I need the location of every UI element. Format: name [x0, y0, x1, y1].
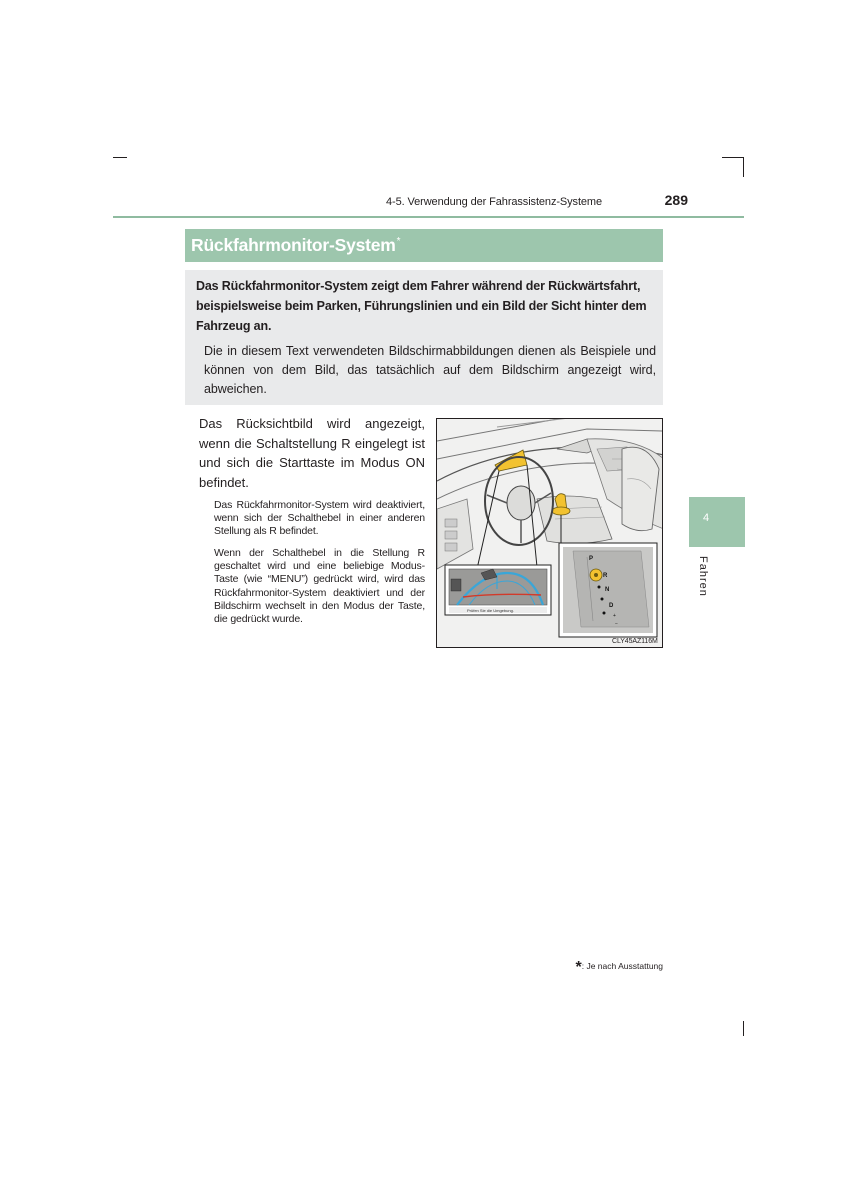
section-title-mark: *: [396, 236, 401, 247]
crop-mark-top-left: [113, 157, 127, 158]
svg-text:−: −: [615, 621, 618, 627]
svg-text:+: +: [613, 613, 616, 619]
cockpit-drawing: [437, 419, 663, 648]
chapter-label: Fahren: [697, 556, 709, 597]
shifter-label-n: N: [605, 587, 610, 593]
section-title-text: Rückfahrmonitor-System: [191, 235, 396, 255]
body-paragraph: Das Rücksichtbild wird angezeigt, wenn die Schaltstellung R eingelegt ist und sich die Starttaste im Modus ON befindet.: [199, 416, 425, 490]
figure-caption: CLY45AZ116M: [612, 638, 658, 645]
page-number: 289: [664, 192, 688, 208]
shifter-label-d: D: [609, 603, 614, 609]
running-header-title: 4-5. Verwendung der Fahrassistenz-Systeme: [385, 196, 602, 208]
section-title: [191, 235, 400, 256]
footnote-mark: *: [575, 959, 582, 976]
rear-view-monitor-illustration: [436, 418, 663, 648]
shifter-label-r: R: [603, 573, 608, 579]
crop-mark-top-right-v: [743, 157, 744, 177]
intro-summary: Das Rückfahrmonitor-System zeigt dem Fahrer während der Rückwärtsfahrt, beispielsweise beim Parken, Führungslinien und ein Bild der Sicht hinter dem Fahrzeug an.: [196, 279, 647, 333]
crop-mark-bottom-right: [743, 1021, 744, 1036]
crop-mark-top-right-h: [722, 157, 744, 158]
header-rule: [113, 216, 744, 218]
screen-caption: Prüfen Sie die Umgebung.: [467, 608, 514, 613]
shifter-label-p: P: [589, 556, 594, 562]
footnote-text: : Je nach Ausstattung: [581, 961, 663, 971]
chapter-number: 4: [702, 512, 710, 524]
sub-note: Wenn der Schalthebel in die Stellung R geschaltet wird und eine beliebige Modus-Taste (wie “MENU”) gedrückt wird, wird das Rückfahrmonitor-System deaktiviert und der Bildschirm wechselt in den Modus der Taste, die gedrückt wurde.: [214, 547, 425, 626]
sub-note: Das Rückfahrmonitor-System wird deaktiviert, wenn sich der Schalthebel in einer anderen Stellung als R befindet.: [214, 499, 425, 538]
intro-note: Die in diesem Text verwendeten Bildschirmabbildungen dienen als Beispiele und können von dem Bild, das tatsächlich auf dem Bildschirm angezeigt wird, abweichen.: [204, 344, 656, 396]
footnote: [500, 959, 663, 977]
